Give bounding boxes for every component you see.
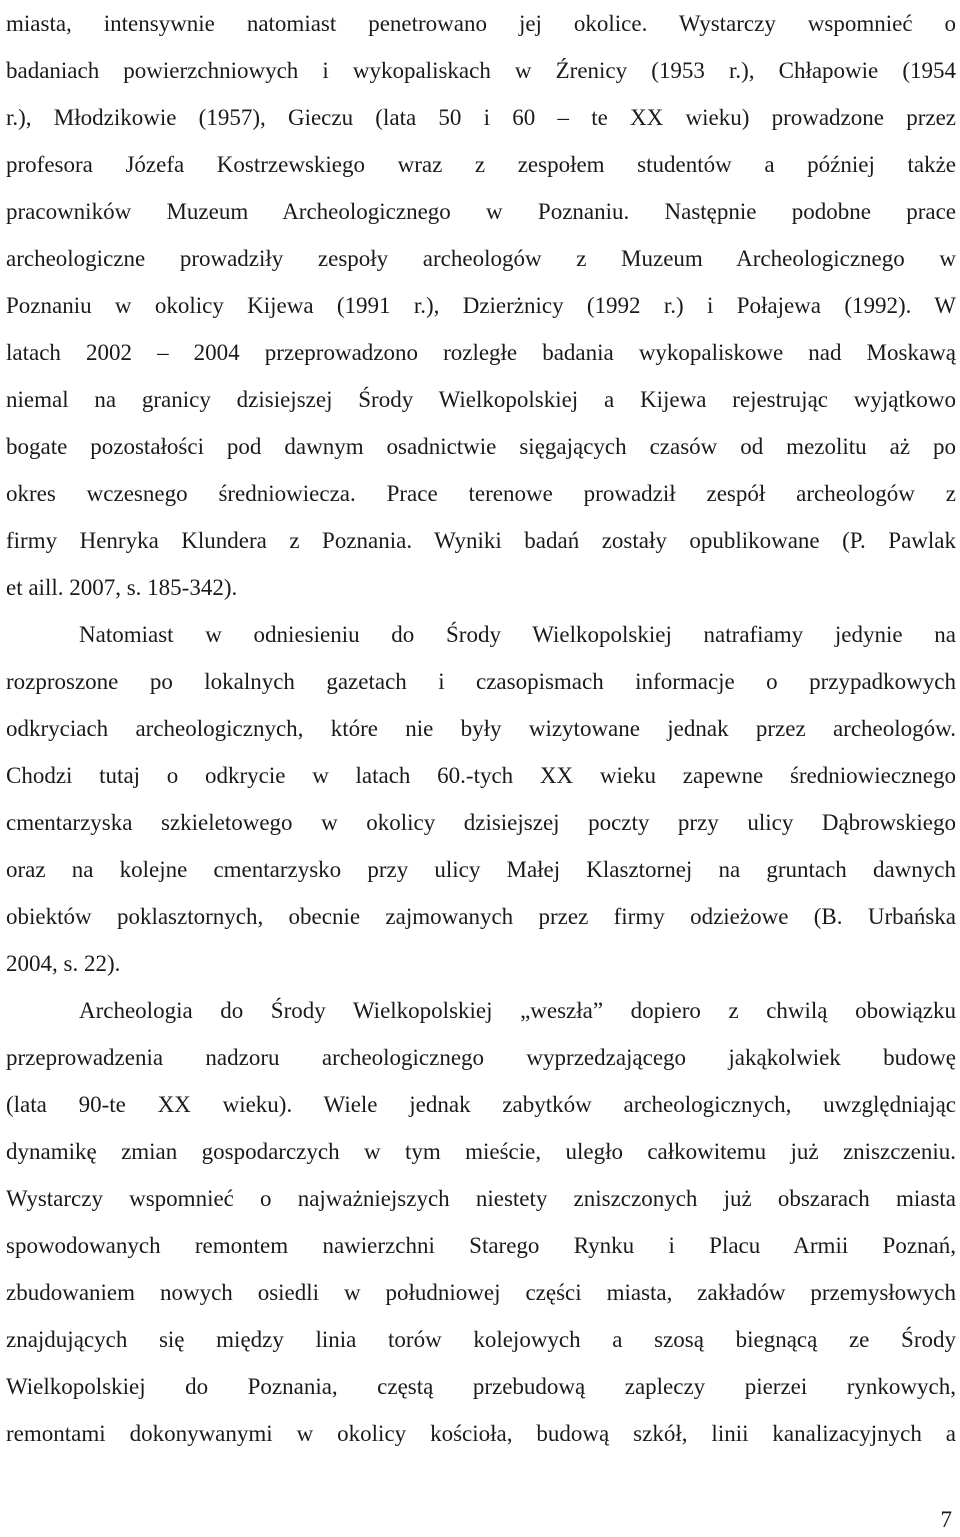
text-line: Wielkopolskiej do Poznania, częstą przebudową zapleczy pierzei rynkowych, [6,1374,956,1399]
text-line: spowodowanych remontem nawierzchni Starego Rynku i Placu Armii Poznań, [6,1233,956,1258]
text-line: oraz na kolejne cmentarzysko przy ulicy Małej Klasztornej na gruntach dawnych [6,857,956,882]
text-line: niemal na granicy dzisiejszej Środy Wielkopolskiej a Kijewa rejestrując wyjątkowo [6,387,956,412]
text-line: Poznaniu w okolicy Kijewa (1991 r.), Dzierżnicy (1992 r.) i Połajewa (1992). W [6,293,956,318]
text-line: dynamikę zmian gospodarczych w tym mieście, uległo całkowitemu już zniszczeniu. [6,1139,956,1164]
text-line: archeologiczne prowadziły zespoły archeologów z Muzeum Archeologicznego w [6,246,956,271]
text-line: Chodzi tutaj o odkrycie w latach 60.-tych XX wieku zapewne średniowiecznego [6,763,956,788]
text-line: miasta, intensywnie natomiast penetrowano jej okolice. Wystarczy wspomnieć o [6,11,956,36]
text-line: Natomiast w odniesieniu do Środy Wielkopolskiej natrafiamy jedynie na [79,622,956,647]
text-line: cmentarzyska szkieletowego w okolicy dzisiejszej poczty przy ulicy Dąbrowskiego [6,810,956,835]
text-line: Archeologia do Środy Wielkopolskiej „weszła” dopiero z chwilą obowiązku [79,998,956,1023]
paragraph-2 [6,611,956,987]
text-line: remontami dokonywanymi w okolicy kościoła, budową szkół, linii kanalizacyjnych a [6,1421,956,1446]
paragraph-3 [6,987,956,1457]
text-line: et aill. 2007, s. 185-342). [6,575,238,600]
paragraph-1 [6,0,956,611]
text-line: odkryciach archeologicznych, które nie były wizytowane jednak przez archeologów. [6,716,956,741]
document-page [6,0,956,1457]
text-line: okres wczesnego średniowiecza. Prace terenowe prowadził zespół archeologów z [6,481,956,506]
page-number: 7 [940,1507,952,1532]
text-line: badaniach powierzchniowych i wykopaliskach w Źrenicy (1953 r.), Chłapowie (1954 [6,58,956,83]
text-line: znajdujących się między linia torów kolejowych a szosą biegnącą ze Środy [6,1327,956,1352]
text-line: Wystarczy wspomnieć o najważniejszych niestety zniszczonych już obszarach miasta [6,1186,956,1211]
text-line: r.), Młodzikowie (1957), Gieczu (lata 50 i 60 – te XX wieku) prowadzone przez [6,105,956,130]
text-line: profesora Józefa Kostrzewskiego wraz z zespołem studentów a później także [6,152,956,177]
text-line: pracowników Muzeum Archeologicznego w Poznaniu. Następnie podobne prace [6,199,956,224]
text-line: rozproszone po lokalnych gazetach i czasopismach informacje o przypadkowych [6,669,956,694]
text-line: przeprowadzenia nadzoru archeologicznego wyprzedzającego jakąkolwiek budowę [6,1045,956,1070]
text-line: (lata 90-te XX wieku). Wiele jednak zabytków archeologicznych, uwzględniając [6,1092,956,1117]
text-line: firmy Henryka Klundera z Poznania. Wyniki badań zostały opublikowane (P. Pawlak [6,528,956,553]
text-line: obiektów poklasztornych, obecnie zajmowanych przez firmy odzieżowe (B. Urbańska [6,904,956,929]
text-line: zbudowaniem nowych osiedli w południowej części miasta, zakładów przemysłowych [6,1280,956,1305]
text-line: bogate pozostałości pod dawnym osadnictwie sięgających czasów od mezolitu aż po [6,434,956,459]
text-line: latach 2002 – 2004 przeprowadzono rozległe badania wykopaliskowe nad Moskawą [6,340,956,365]
text-line: 2004, s. 22). [6,951,121,976]
